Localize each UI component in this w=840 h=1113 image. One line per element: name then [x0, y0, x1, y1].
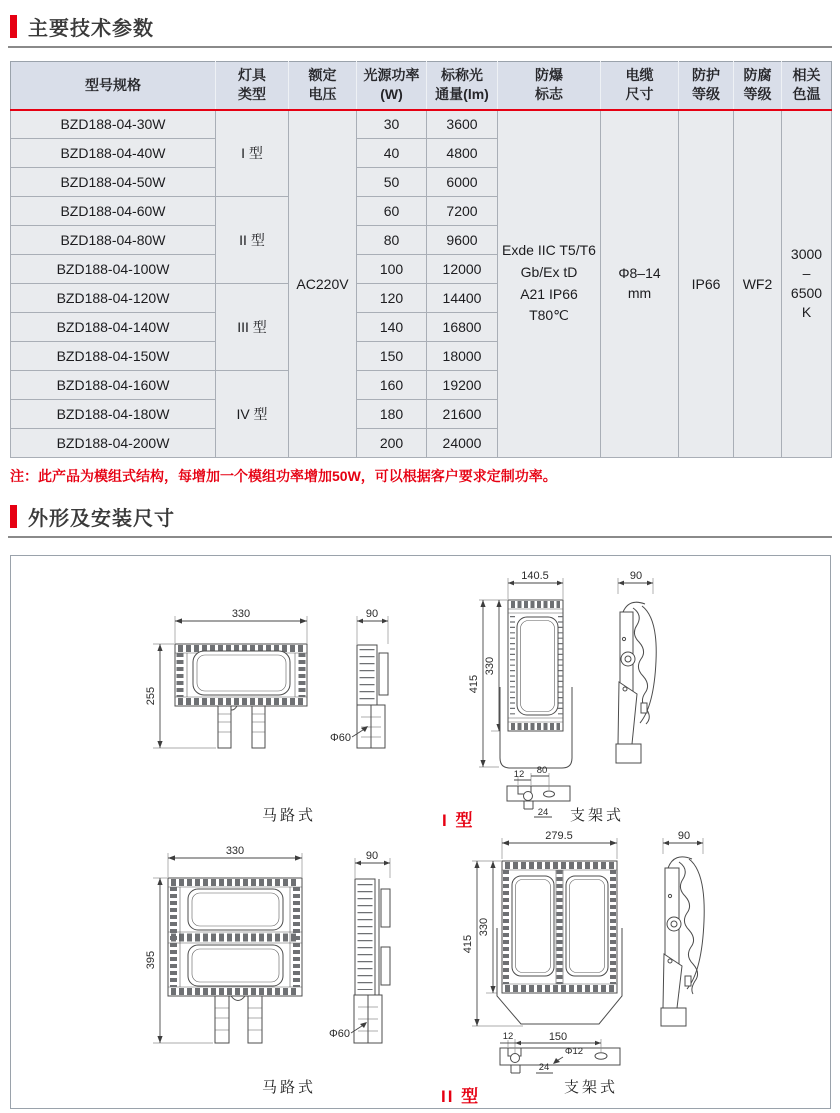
- lens-front: [512, 876, 554, 976]
- table-header-row: [11, 62, 832, 110]
- dimension-drawings-panel: [10, 555, 831, 1109]
- col-header-voltage: [289, 62, 357, 110]
- col-header-label: 通量(lm): [435, 86, 489, 103]
- dim-label-side-width: 90: [677, 830, 691, 842]
- col-header-label: 标志: [535, 86, 563, 103]
- power-cell: 40: [357, 139, 427, 168]
- dim-label-body-height: 330: [478, 917, 490, 937]
- model-cell: BZD188-04-200W: [11, 429, 216, 458]
- model-cell: BZD188-04-80W: [11, 226, 216, 255]
- color-temp-line: 6500: [790, 284, 823, 301]
- anti-corrosion-cell: WF2: [734, 110, 782, 458]
- col-header-label: 电缆: [625, 67, 654, 84]
- lumen-cell: 9600: [427, 226, 498, 255]
- model-cell: BZD188-04-160W: [11, 371, 216, 400]
- col-header-color-temp: [782, 62, 832, 110]
- red-accent-bar: [10, 505, 17, 528]
- power-cell: 30: [357, 110, 427, 139]
- col-header-label: 防护: [692, 67, 720, 84]
- model-cell: BZD188-04-120W: [11, 284, 216, 313]
- dim-label-width: 140.5: [521, 570, 549, 582]
- color-temp-line: 3000: [790, 245, 823, 262]
- drawing-bracket-single: [442, 570, 656, 830]
- col-header-label: 型号规格: [85, 76, 141, 93]
- lumen-cell: 3600: [427, 110, 498, 139]
- section-header-params: [10, 12, 830, 41]
- drawing-bracket-double: [441, 830, 704, 1106]
- dim-label-height: 255: [145, 686, 157, 706]
- model-cell: BZD188-04-180W: [11, 400, 216, 429]
- lens-front: [188, 945, 283, 986]
- drawing-caption: 马路式: [261, 807, 317, 824]
- explosion-mark-line: T80℃: [529, 307, 569, 324]
- col-header-label: (W): [380, 86, 403, 103]
- dim-label-pole-dia: Φ60: [329, 732, 351, 744]
- type-label-2: II 型: [441, 1087, 481, 1106]
- module-note: 注：此产品为模组式结构，每增加一个模组功率增加50W，可以根据客户要求定制功率。: [10, 468, 557, 484]
- col-header-label: 尺寸: [625, 86, 654, 103]
- lumen-cell: 14400: [427, 284, 498, 313]
- dim-label-pole-dia: Φ60: [328, 1028, 350, 1040]
- lens-front: [517, 617, 558, 715]
- lens-front: [193, 651, 290, 695]
- col-header-label: 色温: [792, 86, 821, 103]
- dim-label-height: 395: [145, 950, 157, 970]
- dim-label-plate-hole: Φ12: [564, 1046, 584, 1057]
- lumen-cell: 24000: [427, 429, 498, 458]
- lumen-cell: 18000: [427, 342, 498, 371]
- table-row: [11, 110, 832, 139]
- lens-front: [566, 876, 608, 976]
- dim-label-plate-spacing: 80: [536, 765, 548, 776]
- col-header-label: 标称光: [441, 67, 483, 84]
- explosion-mark-line: Gb/Ex tD: [520, 264, 578, 281]
- col-header-lamp-type: [216, 62, 289, 110]
- col-header-label: 防腐: [743, 67, 772, 84]
- model-cell: BZD188-04-60W: [11, 197, 216, 226]
- col-header-cable-size: [601, 62, 679, 110]
- power-cell: 180: [357, 400, 427, 429]
- col-header-label: 相关: [792, 67, 821, 84]
- lamp-type-cell: I 型: [216, 110, 289, 197]
- dim-label-width: 330: [225, 845, 245, 857]
- dim-label-total-height: 415: [468, 674, 480, 694]
- dim-label-plate-slot: 24: [537, 807, 549, 818]
- col-header-label: 等级: [743, 86, 772, 103]
- col-header-label: 灯具: [238, 67, 266, 84]
- red-accent-bar: [10, 15, 17, 38]
- col-header-label: 电压: [308, 86, 337, 103]
- drawing-caption: 马路式: [261, 1079, 317, 1096]
- col-header-power: [357, 62, 427, 110]
- lumen-cell: 4800: [427, 139, 498, 168]
- col-header-label: 额定: [308, 67, 337, 84]
- col-header-label: 类型: [238, 86, 266, 103]
- power-cell: 80: [357, 226, 427, 255]
- model-cell: BZD188-04-40W: [11, 139, 216, 168]
- dim-label-width: 330: [231, 608, 251, 620]
- model-cell: BZD188-04-100W: [11, 255, 216, 284]
- lamp-type-cell: II 型: [216, 197, 289, 284]
- power-cell: 140: [357, 313, 427, 342]
- model-cell: BZD188-04-30W: [11, 110, 216, 139]
- lumen-cell: 19200: [427, 371, 498, 400]
- color-temp-cell: [782, 110, 832, 458]
- col-header-model: [11, 62, 216, 110]
- color-temp-line: K: [801, 304, 812, 321]
- technical-parameters-table: [10, 61, 832, 458]
- title-divider: [8, 46, 832, 48]
- lamp-type-cell: IV 型: [216, 371, 289, 458]
- col-header-label: 光源功率: [363, 67, 420, 84]
- dim-label-plate-spacing: 150: [548, 1031, 568, 1043]
- lens-front: [188, 889, 283, 930]
- dim-label-side-width: 90: [365, 608, 379, 620]
- voltage-cell: AC220V: [289, 110, 357, 458]
- explosion-mark-line: A21 IP66: [520, 285, 578, 302]
- explosion-mark-line: Exde IIC T5/T6: [502, 242, 596, 259]
- dim-label-body-height: 330: [484, 656, 496, 676]
- col-header-label: 防爆: [535, 67, 563, 84]
- col-header-lumen: [427, 62, 498, 110]
- title-divider: [8, 536, 832, 538]
- model-cell: BZD188-04-140W: [11, 313, 216, 342]
- dim-label-side-width: 90: [629, 570, 643, 582]
- drawing-road-single: [145, 608, 388, 824]
- dim-label-total-height: 415: [462, 934, 474, 954]
- power-cell: 200: [357, 429, 427, 458]
- cable-size-line: Φ8–14: [618, 265, 661, 282]
- power-cell: 60: [357, 197, 427, 226]
- cable-size-line: mm: [627, 284, 652, 301]
- section-title-params: 主要技术参数: [28, 18, 154, 40]
- model-cell: BZD188-04-50W: [11, 168, 216, 197]
- power-cell: 50: [357, 168, 427, 197]
- dim-label-plate-offset: 12: [513, 769, 525, 780]
- col-header-protection: [679, 62, 734, 110]
- drawing-road-double: [145, 845, 390, 1096]
- protection-cell: IP66: [679, 110, 734, 458]
- lamp-type-cell: III 型: [216, 284, 289, 371]
- type-label-1: I 型: [442, 811, 475, 830]
- col-header-anti-corrosion: [734, 62, 782, 110]
- dimension-drawings: [11, 556, 830, 1108]
- dim-label-width: 279.5: [545, 830, 573, 842]
- lumen-cell: 21600: [427, 400, 498, 429]
- model-cell: BZD188-04-150W: [11, 342, 216, 371]
- section-header-dimensions: [10, 502, 830, 531]
- dim-label-side-width: 90: [365, 850, 379, 862]
- lumen-cell: 12000: [427, 255, 498, 284]
- power-cell: 100: [357, 255, 427, 284]
- col-header-label: 等级: [692, 86, 720, 103]
- power-cell: 150: [357, 342, 427, 371]
- explosion-mark-cell: [498, 110, 601, 458]
- color-temp-line: –: [802, 265, 811, 282]
- lumen-cell: 16800: [427, 313, 498, 342]
- lumen-cell: 6000: [427, 168, 498, 197]
- dim-label-plate-offset: 12: [502, 1031, 514, 1042]
- col-header-explosion-mark: [498, 62, 601, 110]
- power-cell: 160: [357, 371, 427, 400]
- lumen-cell: 7200: [427, 197, 498, 226]
- dim-label-plate-slot: 24: [538, 1062, 550, 1073]
- section-title-dimensions: 外形及安装尺寸: [28, 508, 175, 530]
- power-cell: 120: [357, 284, 427, 313]
- drawing-caption: 支架式: [563, 1079, 619, 1096]
- drawing-caption: 支架式: [569, 807, 625, 824]
- mount-plate: [507, 786, 570, 801]
- cable-size-cell: [601, 110, 679, 458]
